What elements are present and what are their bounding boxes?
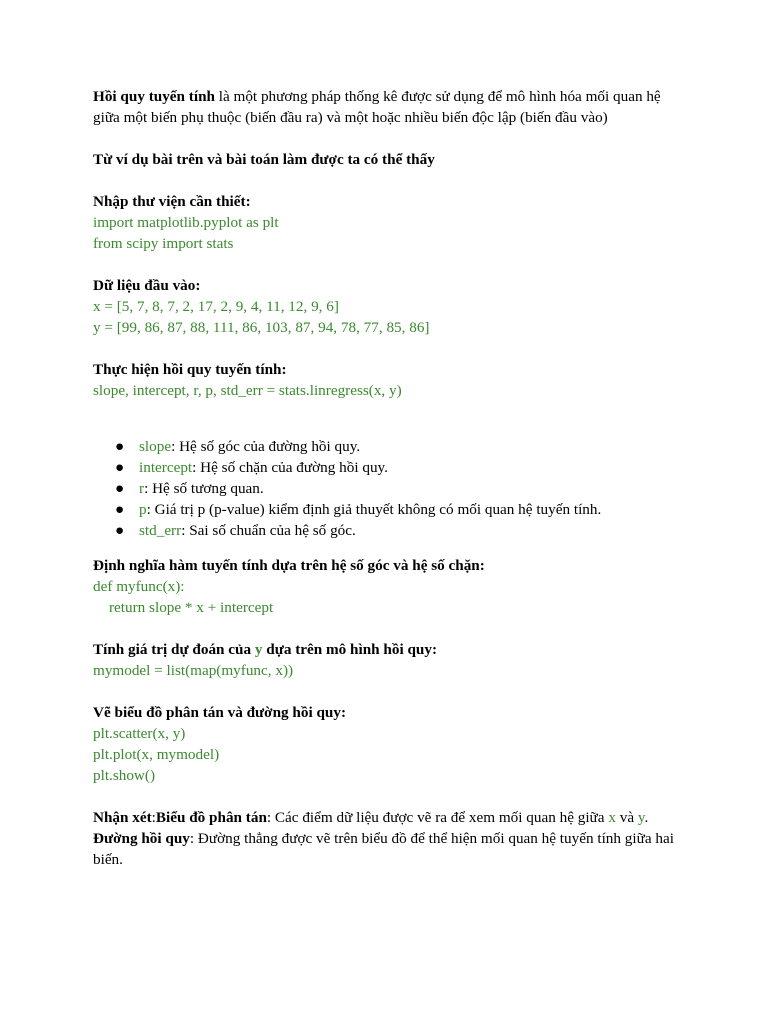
prediction-heading [93,639,678,660]
remark-paragraph [93,807,678,828]
list-item [115,457,678,478]
list-item [115,499,678,520]
imports-heading: Nhập thư viện cần thiết: [93,193,251,210]
bullet-desc: : Sai số chuẩn của hệ số góc. [181,522,356,539]
var-y: y [637,809,645,826]
bullet-icon: ● [115,522,125,539]
code-line: slope, intercept, r, p, std_err = stats.linregress(x, y) [93,382,402,399]
bullet-icon: ● [115,438,125,455]
prediction-heading-var: y [254,641,263,658]
remark-sep: : [151,809,156,826]
bullet-term: intercept [139,459,193,476]
input-data-heading: Dữ liệu đầu vào: [93,277,201,294]
prediction-heading-post: dựa trên mô hình hồi quy: [262,641,437,658]
bullet-icon: ● [115,480,125,497]
intro-term: Hồi quy tuyến tính [93,88,215,105]
code-line: def myfunc(x): [93,578,185,595]
remark-text: . [644,809,649,826]
scatter-label: Biểu đồ phân tán [155,809,267,826]
intro-text: là một phương pháp thống kê được sử dụng để mô hình hóa mối quan hệ giữa một biến phụ thuộc (biến đầu ra) và một hoặc nhiều biến độc lập (biến đầu vào) [93,88,661,126]
code-line: plt.scatter(x, y) [93,725,186,742]
list-item [115,436,678,457]
bullet-desc: : Hệ số góc của đường hồi quy. [171,438,361,455]
code-line: plt.show() [93,767,156,784]
bullet-icon: ● [115,501,125,518]
code-line: plt.plot(x, mymodel) [93,746,220,763]
regression-output-list [93,436,678,541]
remark-text: và [615,809,638,826]
observation-heading: Từ ví dụ bài trên và bài toán làm được ta có thể thấy [93,151,435,168]
bullet-term: std_err [139,522,182,539]
code-line: return slope * x + intercept [109,599,274,616]
bullet-desc: : Giá trị p (p-value) kiểm định giả thuyết không có mối quan hệ tuyến tính. [146,501,602,518]
var-x: x [608,809,616,826]
remark-text: : Các điểm dữ liệu được vẽ ra để xem mối quan hệ giữa [266,809,609,826]
bullet-term: r [139,480,145,497]
regression-heading: Thực hiện hồi quy tuyến tính: [93,361,287,378]
regression-line-paragraph [93,828,678,870]
code-line: y = [99, 86, 87, 88, 111, 86, 103, 87, 94, 78, 77, 85, 86] [93,319,430,336]
code-line: import matplotlib.pyplot as plt [93,214,279,231]
bullet-icon: ● [115,459,125,476]
remark-label: Nhận xét [93,809,152,826]
intro-paragraph [93,86,678,128]
bullet-desc: : Hệ số chặn của đường hồi quy. [192,459,388,476]
code-line: mymodel = list(map(myfunc, x)) [93,662,294,679]
regression-line-label: Đường hồi quy [93,830,190,847]
prediction-heading-pre: Tính giá trị dự đoán của [93,641,255,658]
code-line: from scipy import stats [93,235,234,252]
function-heading: Định nghĩa hàm tuyến tính dựa trên hệ số góc và hệ số chặn: [93,557,485,574]
bullet-desc: : Hệ số tương quan. [144,480,264,497]
list-item [115,478,678,499]
plotting-heading: Vẽ biểu đồ phân tán và đường hồi quy: [93,704,347,721]
code-line: x = [5, 7, 8, 7, 2, 17, 2, 9, 4, 11, 12, 9, 6] [93,298,339,315]
bullet-term: p [139,501,147,518]
bullet-term: slope [139,438,172,455]
list-item [115,520,678,541]
regression-line-text: : Đường thẳng được vẽ trên biểu đồ để thể hiện mối quan hệ tuyến tính giữa hai biến. [93,830,674,868]
